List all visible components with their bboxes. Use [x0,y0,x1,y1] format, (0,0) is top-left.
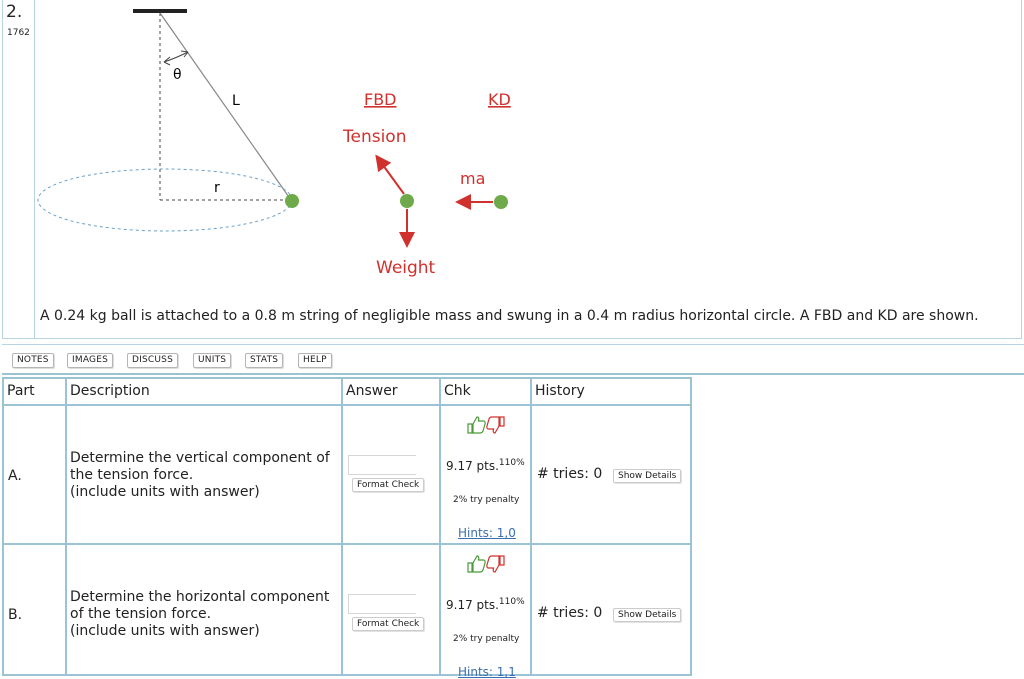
ma-label: ma [460,169,486,188]
part-label: A. [8,468,22,484]
tab-units[interactable]: UNITS [193,353,231,368]
header-history: History [531,378,691,405]
history-cell [531,405,691,544]
check-cell [440,544,531,679]
check-cell [440,405,531,544]
kd-ball [494,195,508,209]
part-label: B. [8,607,23,623]
tries-count: # tries: 0 [537,605,603,621]
problem-id: 1762 [7,28,30,38]
thumbs-up-icon [468,417,485,433]
thumbs-feedback [465,553,509,575]
part-description [66,544,342,675]
tension-label: Tension [343,127,407,147]
table-row [3,405,66,544]
pendulum-ball [285,194,299,208]
tabs-bar [2,344,1024,375]
history-cell [531,544,691,675]
header-part: Part [3,378,66,405]
header-description: Description [66,378,342,405]
points-value: 9.17 pts.$^{110\%}$ [446,597,525,612]
tries-count: # tries: 0 [537,466,603,482]
description-line: (include units with answer) [70,484,260,500]
points-value: 9.17 pts.$^{110\%}$ [446,458,525,473]
circular-path [38,169,292,231]
description-line: of the tension force. [70,606,212,622]
tab-images[interactable]: IMAGES [67,353,113,368]
part-description [66,405,342,544]
problem-statement: A 0.24 kg ball is attached to a 0.8 m string of negligible mass and swung in a 0.4 m radius horizontal circle. A FBD and KD are shown. [40,308,979,324]
hints-link[interactable]: Hints: 1,0 [458,526,516,540]
show-details-button[interactable]: Show Details [613,469,681,483]
tab-discuss[interactable]: DISCUSS [127,353,178,368]
description-line: the tension force. [70,467,194,483]
tab-help[interactable]: HELP [298,353,332,368]
answer-cell [342,544,440,675]
try-penalty: 2% try penalty [453,495,520,505]
description-line: Determine the horizontal component [70,589,330,605]
pendulum-string [160,13,291,200]
answer-cell [342,405,440,544]
thumbs-down-icon [487,417,504,433]
fbd-ball [400,194,414,208]
show-details-button[interactable]: Show Details [613,608,681,622]
parts-table [2,377,692,679]
length-label: L [232,93,240,109]
answer-input[interactable] [348,455,416,475]
description-line: Determine the vertical component of [70,450,330,466]
table-row [3,544,66,675]
theta-label: θ [173,67,182,83]
weight-label: Weight [376,258,436,278]
thumbs-down-icon [487,556,504,572]
pendulum-diagram [0,0,560,300]
format-check-button[interactable]: Format Check [352,478,424,492]
radius-label: r [214,180,220,196]
fbd-label: FBD [364,90,397,109]
thumbs-feedback [465,414,509,436]
hints-link[interactable]: Hints: 1,1 [458,665,516,679]
tab-notes[interactable]: NOTES [12,353,54,368]
kd-label: KD [488,90,511,109]
header-chk: Chk [440,378,531,405]
description-line: (include units with answer) [70,623,260,639]
tension-arrow [380,161,404,194]
header-answer: Answer [342,378,440,405]
tab-stats[interactable]: STATS [245,353,283,368]
answer-input[interactable] [348,594,416,614]
try-penalty: 2% try penalty [453,634,520,644]
thumbs-up-icon [468,556,485,572]
format-check-button[interactable]: Format Check [352,617,424,631]
problem-number: 2. [6,2,23,22]
